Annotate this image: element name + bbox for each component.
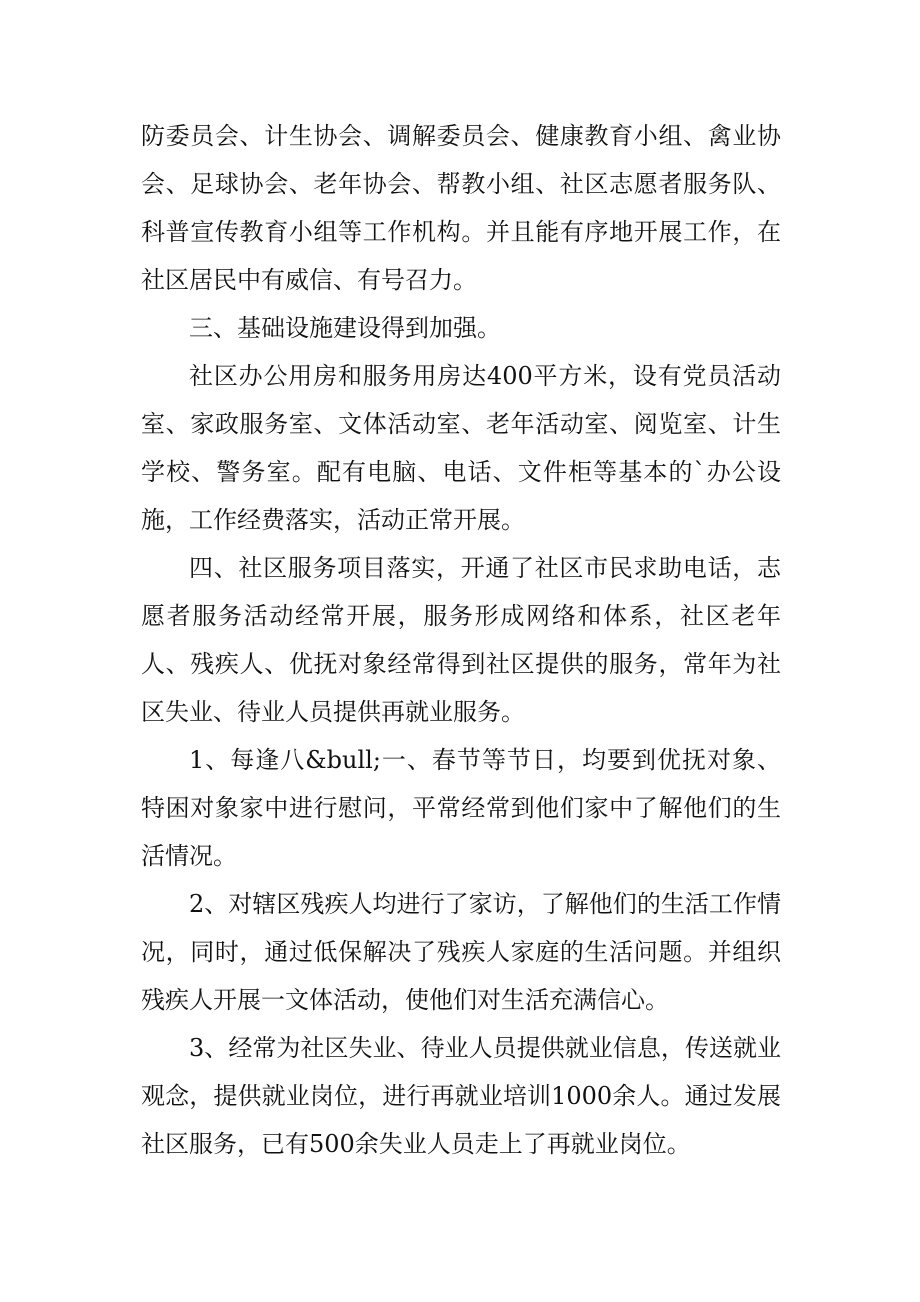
paragraph-org-list: 防委员会、计生协会、调解委员会、健康教育小组、禽业协会、足球协会、老年协会、帮教小组、社区志愿者服务队、科普宣传教育小组等工作机构。并且能有序地开展工作，在社区居民中有威信、有号召力。 [141,122,781,294]
list-item-disabled-visits: 2、对辖区残疾人均进行了家访，了解他们的生活工作情况，同时，通过低保解决了残疾人家庭的生活问题。并组织残疾人开展一文体活动，使他们对生活充满信心。 [141,890,781,1014]
list-item-employment: 3、经常为社区失业、待业人员提供就业信息，传送就业观念，提供就业岗位，进行再就业培训1000余人。通过发展社区服务，已有500余失业人员走上了再就业岗位。 [141,1034,781,1158]
list-item-holiday-visits: 1、每逢八&bull;一、春节等节日，均要到优抚对象、特困对象家中进行慰问，平常经常到他们家中了解他们的生活情况。 [141,746,781,870]
document-body [141,112,781,1168]
section-heading-services: 四、社区服务项目落实，开通了社区市民求助电话，志愿者服务活动经常开展，服务形成网络和体系，社区老年人、残疾人、优抚对象经常得到社区提供的服务，常年为社区失业、待业人员提供再就业服务。 [141,554,781,726]
section-heading-infrastructure: 三、基础设施建设得到加强。 [189,314,501,342]
paragraph-office-facilities: 社区办公用房和服务用房达400平方米，设有党员活动室、家政服务室、文体活动室、老年活动室、阅览室、计生学校、警务室。配有电脑、电话、文件柜等基本的`办公设施，工作经费落实，活动正常开展。 [141,362,781,534]
